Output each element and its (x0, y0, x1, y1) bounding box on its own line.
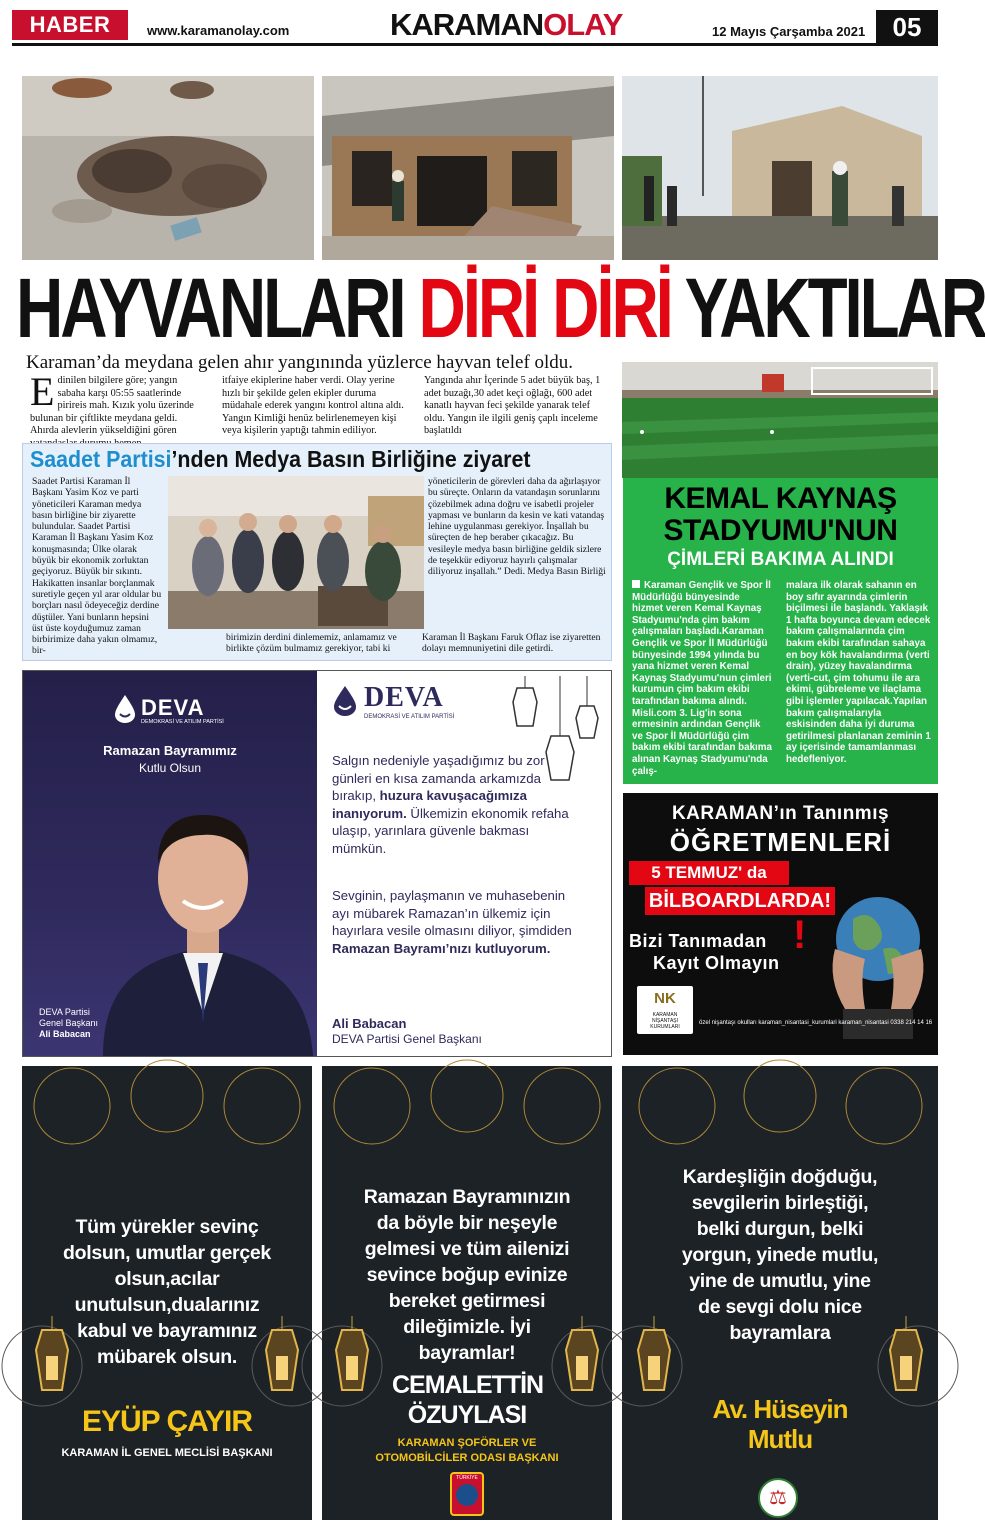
deva-ad-right-panel (320, 672, 610, 1056)
deva-sign-title: DEVA Partisi Genel Başkanı (332, 1032, 482, 1046)
photo-stadium-grass (622, 362, 938, 478)
bill-line-3: 5 TEMMUZ' da (629, 861, 789, 885)
deva-logo-sub-white: DEMOKRASİ VE ATILIM PARTİSİ (141, 719, 224, 725)
headline-part-1: HAYVANLARI (16, 261, 419, 355)
exclamation-mark: ! (793, 913, 807, 957)
wish-2-text: Ramazan Bayramınızın da böyle bir neşeyle gelmesi ve tüm ailenizi sevince boğup evinize bereket getirmesi dileğimizle. İyi bayramlar! (363, 1186, 571, 1364)
wish-ad-1 (22, 1066, 312, 1520)
msg1-b: huzura kavuşacağımıza inanıyorum. (332, 788, 527, 821)
bill-line-6: Kayıt Olmayın (653, 953, 780, 973)
saadet-col3-bottom-text: Karaman İl Başkanı Faruk Oflaz ise ziyaretten dolayı memnuniyetini dile getirdi. (422, 632, 601, 655)
wish-2-role: KARAMAN ŞOFÖRLER VE OTOMOBİLCİLER ODASI BAŞKANI (375, 1437, 559, 1464)
wish-ad-2 (322, 1066, 612, 1520)
deva-ad-left-panel (23, 671, 317, 1056)
wish-ad-3 (622, 1066, 938, 1520)
gold-lantern-icon (886, 1316, 926, 1406)
logo-black: KARAMAN (390, 7, 544, 42)
story-col3-text: Yangında ahır İçerinde 5 adet büyük baş, 1 adet buzağı,30 adet keçi oğlağı, 600 adet kanatlı hayvan feci şekilde yanarak telef oldu. Yangın ile ilgili geniş çaplı inceleme başlatıldı (424, 375, 601, 436)
stadium-col2-text: malara ilk olarak sahanın en boy sıfır ayarında çimlerin biçilmesi ile başlandı. Yaklaşık 1 hafta boyunca devam edecek bakım çalışmalarında çim bakım ekibi tarafından sahaya en boy kök havalandırma (verti drain), yüzey havalandırma (verti-cut, çim tohumu ile ara ekimi, gübreleme ve ilaçlama gibi işlemler yapılacak.Yapılan bakım çalışmalarıyla eskisinden daha iyi duruma getirilmesi planlanan zeminin 1 ay içerisinde tamamlanması hedefleniyor. (786, 580, 931, 765)
deva-sign-name: Ali Babacan (332, 1016, 407, 1031)
deva-drop-icon-color (332, 684, 358, 716)
logo-red: OLAY (543, 7, 623, 42)
saadet-title-blue: Saadet Partisi (30, 446, 172, 472)
stadium-column-2 (786, 580, 932, 780)
wish-2-name: CEMALETTİN ÖZUYLASI (392, 1371, 544, 1429)
globe-hands-image (823, 889, 933, 1039)
photo-burned-barn (322, 76, 614, 260)
stadium-column-1 (632, 580, 772, 780)
page-number: 05 (876, 10, 938, 44)
stadium-col1-text: Karaman Gençlik ve Spor İl Müdürlüğü bünyesinde hizmet veren Kemal Kaynaş Stadyumu'nda çim bakım çalışmaları başladı.Karaman Gençlik ve Spor İl Müdürlüğü bünyesinde 1994 yılında bu yana hizmet veren Kemal Kaynaş Stadyumu'nun çimleri kurumun çim bakım ekibi tarafından bakıma alındı. Misli.com 3. Lig'in sona ermesinin ardından Gençlik ve Spor İl Müdürlüğü çim bakım ekibi tarafından bakıma alınan Kaynaş Stadyumu'nda çalış- (632, 580, 772, 777)
story-col2-text: itfaiye ekiplerine haber verdi. Olay yerine hızlı bir şekilde gelen ekipler duruma müdahale ederek yangını kontrol altına aldı. Yangın Kimliği henüz belirlenemeyen kişi veya kişilerin yaptığı tahmin ediliyor. (222, 375, 404, 436)
deva-drop-icon (113, 693, 137, 723)
saadet-title-black: ’nden Medya Basın Birliğine ziyaret (171, 446, 531, 472)
story-col1-text: dinilen bilgilere göre; yangın sabaha karşı 05:55 saatlerinde pirireis mah. Kızık yolu üzerinde bulunan bir çiftlikte meydana geldi. Ahırda alevlerin yükseldiğini gören (30, 375, 194, 436)
saadet-col3-text: yöneticilerin de görevleri daha da ağırlaşıyor bu süreçte. Onların da vatandaşın sorunlarını çözebilmek adına doğru ve isabetli projeler yapması ve bunların da kesin ve kati vatandaş lehine uygulanması gerekiyor. İnşallah bu süreçten de hep beraber çıkacağız. Bu vesileyle medya basın birliğine geldik sizlere de teşekkür ediyoruz hayırlı çalışmalar diliyoruz inşallah.” Dedi. Medya Basın Birliği (428, 476, 606, 578)
saadet-col2-text: birimizin derdini dinlememiz, anlamamız ve birlikte çözüm bulmamız gerekiyor, tabi ki (226, 632, 397, 655)
gold-lantern-icon (634, 1316, 674, 1406)
nk-logo (637, 986, 693, 1034)
deva-greeting-line-2: Kutlu Olsun (138, 761, 202, 775)
law-emblem (758, 1478, 798, 1518)
story-column-2 (222, 375, 404, 437)
deva-logo-sub-color: DEMOKRASİ VE ATILIM PARTİSİ (364, 714, 455, 720)
bill-line-1: KARAMAN’ın Tanınmış (671, 803, 890, 824)
saadet-column-3 (428, 476, 606, 631)
bill-line-5: Bizi Tanımadan (629, 931, 767, 951)
wish-1-text: Tüm yürekler sevinç dolsun, umutlar gerçek olsun,acılar unutulsun,dualarınız kabul ve bayramınız mübarek olsun. (63, 1216, 271, 1368)
stadium-title-1: KEMAL KAYNAŞ (664, 482, 897, 515)
nk-logo-mark: NK (654, 990, 676, 1007)
drivers-chamber-emblem (450, 1472, 484, 1516)
emblem-inner (456, 1484, 478, 1506)
photo-burned-animals (22, 76, 314, 260)
nk-logo-name: KARAMAN NİŞANTAŞI KURUMLARI (650, 1012, 680, 1030)
wish-1-name: EYÜP ÇAYIR (81, 1405, 253, 1438)
nisantasi-advertisement (623, 793, 938, 1055)
saadet-headline (30, 446, 530, 473)
deva-logo-white: DEVA (141, 695, 205, 720)
msg1-c: Ülkemizin ekonomik refaha ulaşıp, yarınlara güvenle bakması mümkün. (332, 805, 569, 856)
deva-greeting-line-1: Ramazan Bayramımız (103, 743, 237, 758)
story-column-3 (424, 375, 610, 437)
deva-caption (39, 1007, 98, 1040)
deva-message-2 (332, 887, 577, 957)
deva-message-1 (332, 752, 577, 857)
caption-line-1: DEVA Partisi (39, 1007, 90, 1017)
stadium-subtitle: ÇİMLERİ BAKIMA ALINDI (667, 549, 894, 570)
scales-icon: ⚖ (769, 1487, 787, 1509)
photo-saadet-meeting (168, 476, 424, 629)
headline-part-3: YAKTILAR (670, 261, 985, 355)
issue-date: 12 Mayıs Çarşamba 2021 (712, 24, 866, 39)
site-url[interactable]: www.karamanolay.com (147, 23, 290, 38)
headline-part-2: DİRİ DİRİ (418, 261, 671, 355)
wish-1-role: KARAMAN İL GENEL MECLİSİ BAŞKANI (61, 1447, 273, 1459)
main-headline (16, 261, 985, 355)
header-rule (12, 43, 938, 46)
story-column-1 (30, 369, 204, 437)
saadet-column-1 (32, 476, 162, 658)
drop-cap: E (30, 369, 55, 414)
caption-line-3: Ali Babacan (39, 1029, 91, 1039)
stadium-headline (623, 483, 938, 547)
saadet-column-2 (226, 632, 416, 658)
bill-contact: özel nişantaşı okulları karaman_nisantasi_kurumlari karaman_nisantasi 0338 214 14 16 (699, 1020, 933, 1026)
newspaper-logo (390, 8, 622, 42)
bill-line-2: ÖĞRETMENLERİ (669, 827, 892, 857)
msg2-b: Ramazan Bayramı’nızı kutluyorum. (332, 940, 551, 956)
section-label: HABER (12, 10, 128, 40)
msg1-a: Salgın nedeniyle yaşadığımız bu zor günleri en kısa zamanda arkamızda bırakıp, (332, 753, 545, 803)
wish-3-name: Av. Hüseyin Mutlu (712, 1394, 848, 1454)
wish-3-text: Kardeşliğin doğduğu, sevgilerin birleştiği, belki durgun, belki yorgun, yinede mutlu, yine de umutlu, yine de sevgi dolu nice bayramlara (681, 1166, 879, 1344)
bill-line-4: BİLBOARDLARDA! (645, 887, 835, 915)
emblem-text: TÜRKİYE (456, 1475, 478, 1481)
msg2-a: Sevginin, paylaşmanın ve muhasebenin ayı mübarek Ramazan’ın ülkemiz için hayırlara vesile olmasını diliyor, şimdiden (332, 888, 572, 938)
headline-deck: Karaman’da meydana gelen ahır yangınında yüzlerce hayvan telef oldu. (26, 352, 574, 373)
deva-logo-color: DEVA (364, 682, 444, 713)
bullet-square (632, 580, 640, 588)
caption-line-2: Genel Başkanı (39, 1018, 99, 1028)
photo-firefighters (622, 76, 938, 260)
stadium-title-2: STADYUMU'NUN (663, 514, 898, 547)
babacan-portrait (83, 783, 317, 1056)
saadet-column-3-bottom (422, 632, 608, 658)
saadet-col1-text: Saadet Partisi Karaman İl Başkanı Yasim Koz ve parti yöneticileri Karaman medya basın birliğine bir ziyarette bulundular. Saadet Partisi Karaman İl Başkanı Yasim Koz konuşmasında; Ülke olarak büyük bir ekonomik zorluktan geçiyoruz. Büyük bir sıkıntı. Hakikatten insanlar borçlanmak suretiyle geçen yıl arar oldular bu borçları nasıl ödeyeceğiz derdine düştüler. Yani bunların hepsini üst üste koyduğumuz zaman birbirimize daha yakın olmamız, bir- (32, 476, 162, 657)
